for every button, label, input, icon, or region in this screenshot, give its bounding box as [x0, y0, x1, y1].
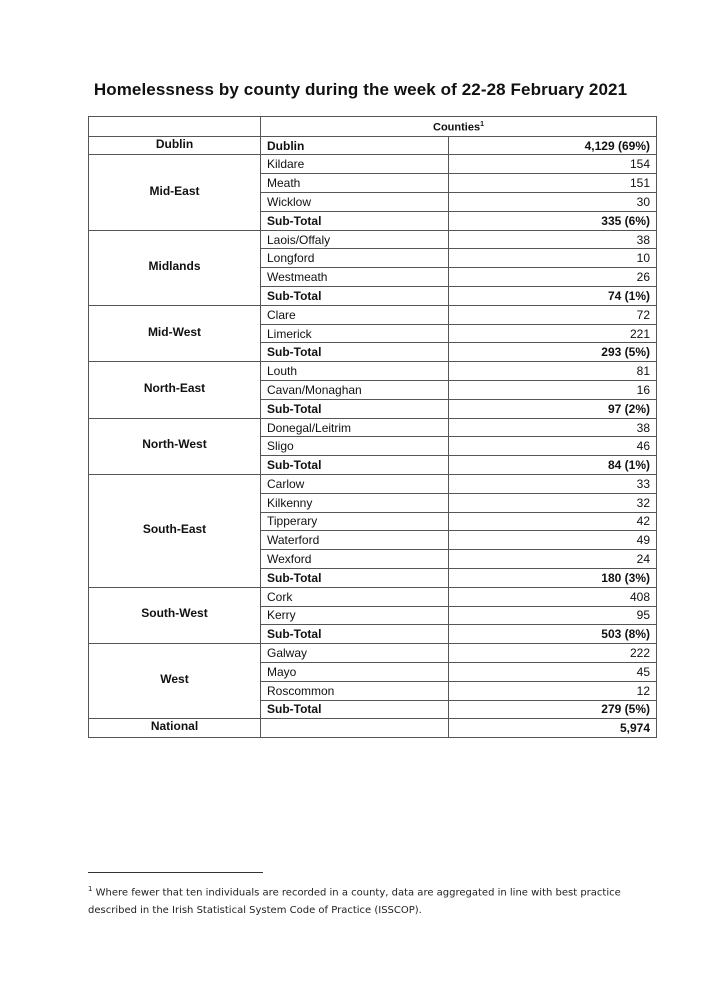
count-cell: 46 — [449, 437, 657, 456]
region-name: South-West — [141, 606, 208, 621]
count-cell: 279 (5%) — [449, 700, 657, 719]
footnote-text-line-2: described in the Irish Statistical System Code of Practice (ISSCOP). — [88, 905, 422, 917]
table-row — [89, 418, 657, 437]
county-cell: Tipperary — [261, 512, 449, 531]
footnote-mark: 1 — [88, 885, 93, 893]
county-cell: Sub-Total — [261, 399, 449, 418]
header-blank-cell — [89, 117, 261, 137]
county-cell: Sub-Total — [261, 625, 449, 644]
footnote-divider — [88, 872, 263, 873]
count-cell: 154 — [449, 155, 657, 174]
region-cell — [89, 230, 261, 305]
county-cell: Sub-Total — [261, 568, 449, 587]
county-cell: Westmeath — [261, 268, 449, 287]
table-row — [89, 719, 657, 738]
table-body — [89, 117, 657, 738]
table-row — [89, 644, 657, 663]
county-cell: Wexford — [261, 550, 449, 569]
count-cell: 97 (2%) — [449, 399, 657, 418]
count-cell: 222 — [449, 644, 657, 663]
count-cell: 12 — [449, 681, 657, 700]
column-header-counties — [261, 117, 657, 137]
region-name: North-West — [142, 437, 207, 452]
county-cell: Sub-Total — [261, 456, 449, 475]
region-cell — [89, 305, 261, 361]
county-cell: Limerick — [261, 324, 449, 343]
region-name: West — [160, 672, 189, 687]
count-cell: 10 — [449, 249, 657, 268]
county-cell: Wicklow — [261, 193, 449, 212]
region-name: North-East — [143, 380, 206, 395]
region-cell — [89, 155, 261, 230]
county-cell — [261, 719, 449, 738]
count-cell: 503 (8%) — [449, 625, 657, 644]
table-row — [89, 587, 657, 606]
county-cell: Mayo — [261, 662, 449, 681]
count-cell: 38 — [449, 230, 657, 249]
count-cell: 335 (6%) — [449, 211, 657, 230]
footnote — [88, 880, 648, 920]
county-cell: Kerry — [261, 606, 449, 625]
table-row — [89, 475, 657, 494]
county-cell: Sligo — [261, 437, 449, 456]
count-cell: 84 (1%) — [449, 456, 657, 475]
county-cell: Longford — [261, 249, 449, 268]
county-cell: Sub-Total — [261, 343, 449, 362]
count-cell: 38 — [449, 418, 657, 437]
county-cell: Sub-Total — [261, 211, 449, 230]
count-cell: 151 — [449, 174, 657, 193]
county-cell: Roscommon — [261, 681, 449, 700]
county-cell: Cork — [261, 587, 449, 606]
table-row — [89, 136, 657, 155]
count-cell: 72 — [449, 305, 657, 324]
region-cell — [89, 719, 261, 738]
count-cell: 32 — [449, 493, 657, 512]
count-cell: 408 — [449, 587, 657, 606]
county-cell: Cavan/Monaghan — [261, 381, 449, 400]
count-cell: 4,129 (69%) — [449, 136, 657, 155]
footnote-reference: 1 — [480, 121, 484, 128]
region-name: Dublin — [155, 136, 194, 151]
region-cell — [89, 475, 261, 588]
county-cell: Laois/Offaly — [261, 230, 449, 249]
count-cell: 45 — [449, 662, 657, 681]
count-cell: 26 — [449, 268, 657, 287]
count-cell: 5,974 — [449, 719, 657, 738]
table-row — [89, 155, 657, 174]
table-row — [89, 230, 657, 249]
region-name: Midlands — [148, 258, 201, 273]
region-cell — [89, 136, 261, 155]
count-cell: 95 — [449, 606, 657, 625]
footnote-text-line-1: Where fewer that ten individuals are recorded in a county, data are aggregated in line with best practice — [95, 887, 621, 899]
county-cell: Clare — [261, 305, 449, 324]
county-cell: Galway — [261, 644, 449, 663]
region-name: South-East — [142, 521, 207, 536]
county-cell: Meath — [261, 174, 449, 193]
table-header-row — [89, 117, 657, 137]
county-cell: Carlow — [261, 475, 449, 494]
region-name: Mid-East — [149, 183, 200, 198]
county-cell: Dublin — [261, 136, 449, 155]
homelessness-table — [88, 116, 657, 738]
table-row — [89, 305, 657, 324]
region-cell — [89, 418, 261, 474]
region-cell — [89, 644, 261, 719]
county-cell: Sub-Total — [261, 700, 449, 719]
count-cell: 49 — [449, 531, 657, 550]
county-cell: Kilkenny — [261, 493, 449, 512]
county-cell: Sub-Total — [261, 287, 449, 306]
county-cell: Kildare — [261, 155, 449, 174]
region-name: Mid-West — [147, 324, 202, 339]
count-cell: 16 — [449, 381, 657, 400]
count-cell: 74 (1%) — [449, 287, 657, 306]
column-header-label: Counties — [433, 121, 481, 134]
count-cell: 180 (3%) — [449, 568, 657, 587]
count-cell: 42 — [449, 512, 657, 531]
count-cell: 30 — [449, 193, 657, 212]
region-cell — [89, 587, 261, 643]
county-cell: Louth — [261, 362, 449, 381]
count-cell: 33 — [449, 475, 657, 494]
region-cell — [89, 362, 261, 418]
region-name: National — [150, 719, 199, 734]
county-cell: Donegal/Leitrim — [261, 418, 449, 437]
count-cell: 24 — [449, 550, 657, 569]
county-cell: Waterford — [261, 531, 449, 550]
count-cell: 293 (5%) — [449, 343, 657, 362]
table-row — [89, 362, 657, 381]
count-cell: 81 — [449, 362, 657, 381]
document-title: Homelessness by county during the week of 22-28 February 2021 — [93, 80, 628, 99]
count-cell: 221 — [449, 324, 657, 343]
